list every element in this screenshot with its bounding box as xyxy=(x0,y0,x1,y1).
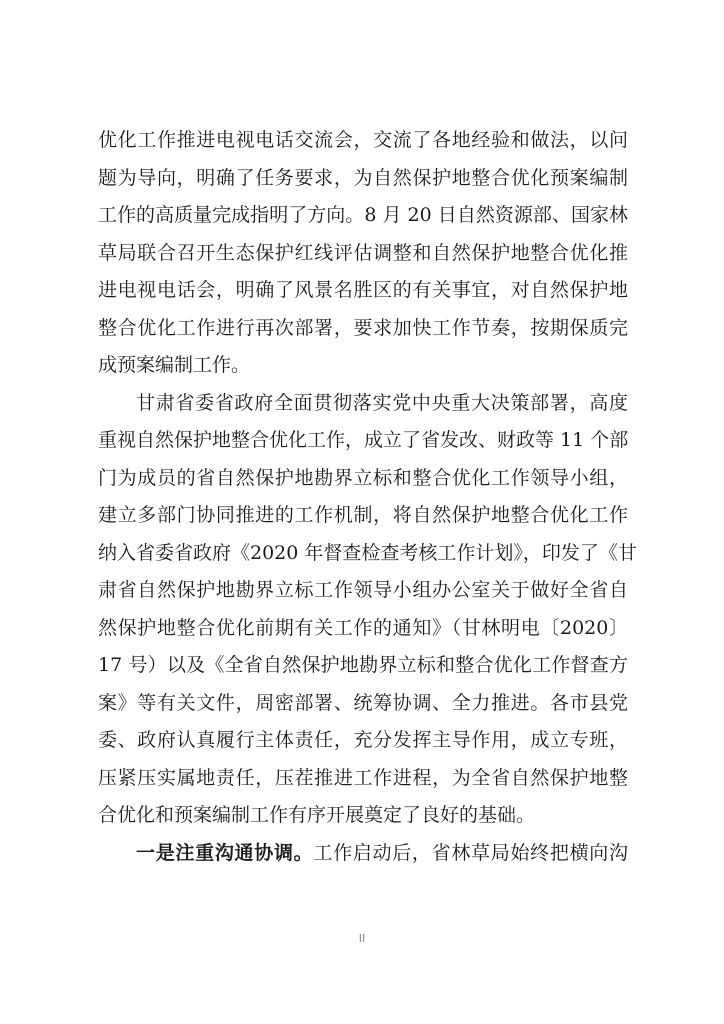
text-line: 压紧压实属地责任，压茬推进工作进程，为全省自然保护地整 xyxy=(98,766,628,789)
text-line: 案》等有关文件，周密部署、统筹协调、全力推进。各市县党 xyxy=(98,691,628,714)
text-line: 重视自然保护地整合优化工作，成立了省发改、财政等 11 个部 xyxy=(98,429,629,451)
section-lead-text: 工作启动后，省林草局始终把横向沟 xyxy=(313,841,628,864)
text-line: 委、政府认真履行主体责任，充分发挥主导作用，成立专班， xyxy=(98,729,628,751)
document-body xyxy=(98,122,637,872)
text-line: 17 号）以及《全省自然保护地勘界立标和整合优化工作督查方 xyxy=(98,654,628,676)
text-line: 进电视电话会，明确了风景名胜区的有关事宜，对自然保护地 xyxy=(98,279,628,301)
text-line: 工作的高质量完成指明了方向。8 月 20 日自然资源部、国家林 xyxy=(98,204,628,226)
text-line: 草局联合召开生态保护红线评估调整和自然保护地整合优化推 xyxy=(98,241,628,264)
text-line: 甘肃省委省政府全面贯彻落实党中央重大决策部署，高度 xyxy=(136,391,628,414)
paragraph-1 xyxy=(98,122,628,385)
text-line: 题为导向，明确了任务要求，为自然保护地整合优化预案编制 xyxy=(98,166,628,189)
text-line: 优化工作推进电视电话交流会，交流了各地经验和做法，以问 xyxy=(98,129,628,151)
text-line: 然保护地整合优化前期有关工作的通知》（甘林明电〔2020〕 xyxy=(98,616,628,639)
text-line: 建立多部门协同推进的工作机制，将自然保护地整合优化工作 xyxy=(98,504,628,526)
text-line: 纳入省委省政府《2020 年督查检查考核工作计划》，印发了《甘 xyxy=(98,541,637,564)
page-number: II xyxy=(358,932,366,945)
text-line: 合优化和预案编制工作有序开展奠定了良好的基础。 xyxy=(98,804,536,826)
paragraph-3 xyxy=(98,835,628,873)
text-line: 肃省自然保护地勘界立标工作领导小组办公室关于做好全省自 xyxy=(98,579,628,601)
section-lead-heading: 一是注重沟通协调。 xyxy=(136,841,314,864)
text-line: 门为成员的省自然保护地勘界立标和整合优化工作领导小组， xyxy=(98,466,628,489)
text-line xyxy=(98,835,628,873)
text-line: 成预案编制工作。 xyxy=(98,354,251,376)
paragraph-2 xyxy=(98,385,637,835)
text-line: 整合优化工作进行再次部署，要求加快工作节奏，按期保质完 xyxy=(98,316,628,339)
